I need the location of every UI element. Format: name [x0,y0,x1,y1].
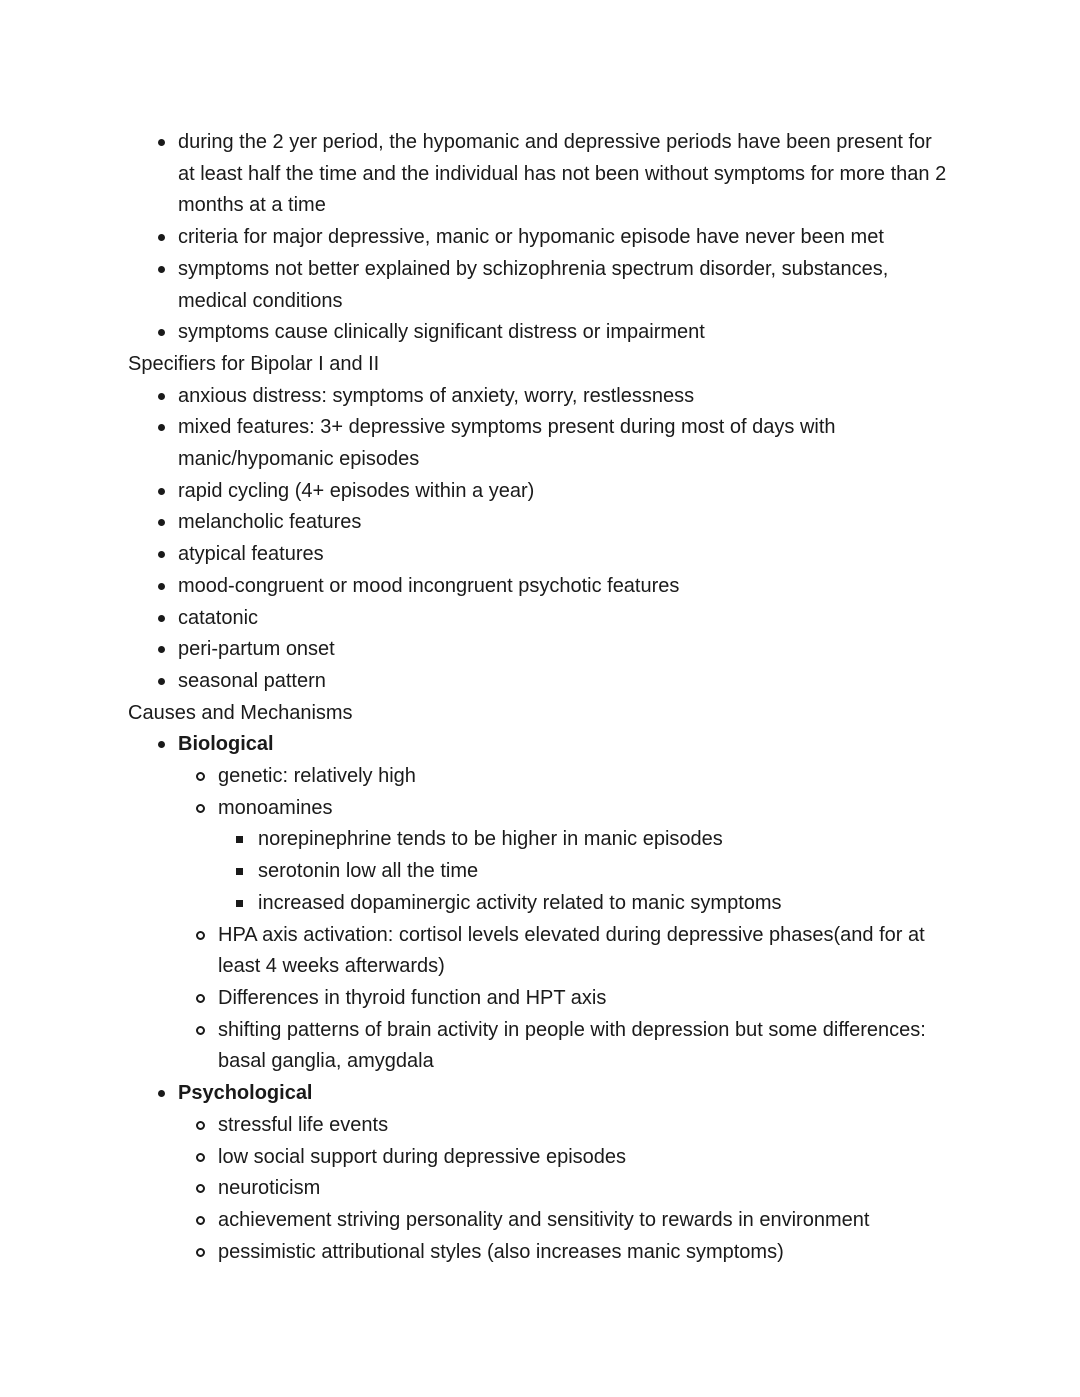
bullet-item [128,888,950,920]
bullet-square-icon [236,856,258,875]
item-text: symptoms not better explained by schizophrenia spectrum disorder, substances, medical conditions [178,257,889,312]
bullet-disc-icon [158,666,178,685]
bullet-circle-icon [196,1237,218,1257]
bullet-square-icon [236,888,258,907]
bullet-disc-icon [158,127,178,146]
item-text: Specifiers for Bipolar I and II [128,352,380,375]
bullet-disc-icon [158,254,178,273]
bullet-item [128,539,950,571]
bullet-circle-icon [196,1015,218,1035]
bullet-item [128,412,950,475]
item-text: HPA axis activation: cortisol levels elevated during depressive phases(and for at least 4 weeks afterwards) [218,923,925,978]
item-text: shifting patterns of brain activity in people with depression but some differences: basal ganglia, amygdala [218,1018,926,1073]
item-text: mixed features: 3+ depressive symptoms present during most of days with manic/hypomanic episodes [178,416,836,471]
bullet-item [128,127,950,222]
item-text: melancholic features [178,511,362,534]
bullet-item [128,507,950,539]
item-text: Psychological [178,1082,313,1105]
bullet-disc-icon [158,381,178,400]
bullet-disc-icon [158,476,178,495]
bullet-circle-icon [196,761,218,781]
bullet-circle-icon [196,1110,218,1130]
item-text: low social support during depressive episodes [218,1145,627,1168]
bullet-disc-icon [158,507,178,526]
item-text: stressful life events [218,1113,389,1136]
bullet-item [128,761,950,793]
bullet-item [128,793,950,825]
text-line [128,349,950,381]
bullet-item [128,1205,950,1237]
item-text: increased dopaminergic activity related to manic symptoms [258,891,782,914]
bullet-item [128,317,950,349]
item-text: neuroticism [218,1177,321,1200]
bullet-disc-icon [158,222,178,241]
item-text: symptoms cause clinically significant distress or impairment [178,321,705,344]
bullet-item [128,603,950,635]
item-text: genetic: relatively high [218,765,416,788]
bullet-disc-icon [158,634,178,653]
bullet-item [128,729,950,761]
bullet-item [128,1173,950,1205]
bullet-item [128,1142,950,1174]
bullet-item [128,634,950,666]
bullet-item [128,571,950,603]
bullet-item [128,666,950,698]
item-text: during the 2 yer period, the hypomanic and depressive periods have been present for at least half the time and the individual has not been without symptoms for more than 2 months at a time [178,131,947,217]
item-text: mood-congruent or mood incongruent psychotic features [178,574,680,597]
bullet-item [128,1015,950,1078]
bullet-item [128,381,950,413]
bullet-item [128,254,950,317]
item-text: Biological [178,733,274,756]
item-text: anxious distress: symptoms of anxiety, worry, restlessness [178,384,695,407]
bullet-item [128,983,950,1015]
item-text: pessimistic attributional styles (also increases manic symptoms) [218,1240,784,1263]
bullet-circle-icon [196,793,218,813]
bullet-circle-icon [196,1142,218,1162]
item-text: monoamines [218,796,333,819]
bullet-item [128,1110,950,1142]
bullet-disc-icon [158,412,178,431]
bullet-item [128,1078,950,1110]
bullet-disc-icon [158,539,178,558]
bullet-item [128,824,950,856]
item-text: peri-partum onset [178,638,335,661]
bullet-item [128,222,950,254]
item-text: atypical features [178,543,324,566]
item-text: achievement striving personality and sensitivity to rewards in environment [218,1208,870,1231]
bullet-item [128,476,950,508]
bullet-circle-icon [196,983,218,1003]
item-text: serotonin low all the time [258,860,479,883]
item-text: Causes and Mechanisms [128,701,353,724]
item-text: catatonic [178,606,259,629]
bullet-circle-icon [196,1205,218,1225]
bullet-circle-icon [196,1173,218,1193]
bullet-disc-icon [158,1078,178,1097]
bullet-item [128,856,950,888]
bullet-disc-icon [158,603,178,622]
document-body [128,127,950,1268]
item-text: criteria for major depressive, manic or hypomanic episode have never been met [178,226,884,249]
bullet-disc-icon [158,729,178,748]
text-line [128,698,950,730]
bullet-disc-icon [158,317,178,336]
item-text: seasonal pattern [178,669,326,692]
bullet-square-icon [236,824,258,843]
item-text: rapid cycling (4+ episodes within a year) [178,479,535,502]
bullet-item [128,920,950,983]
item-text: norepinephrine tends to be higher in manic episodes [258,828,723,851]
item-text: Differences in thyroid function and HPT axis [218,986,607,1009]
bullet-circle-icon [196,920,218,940]
bullet-disc-icon [158,571,178,590]
bullet-item [128,1237,950,1269]
